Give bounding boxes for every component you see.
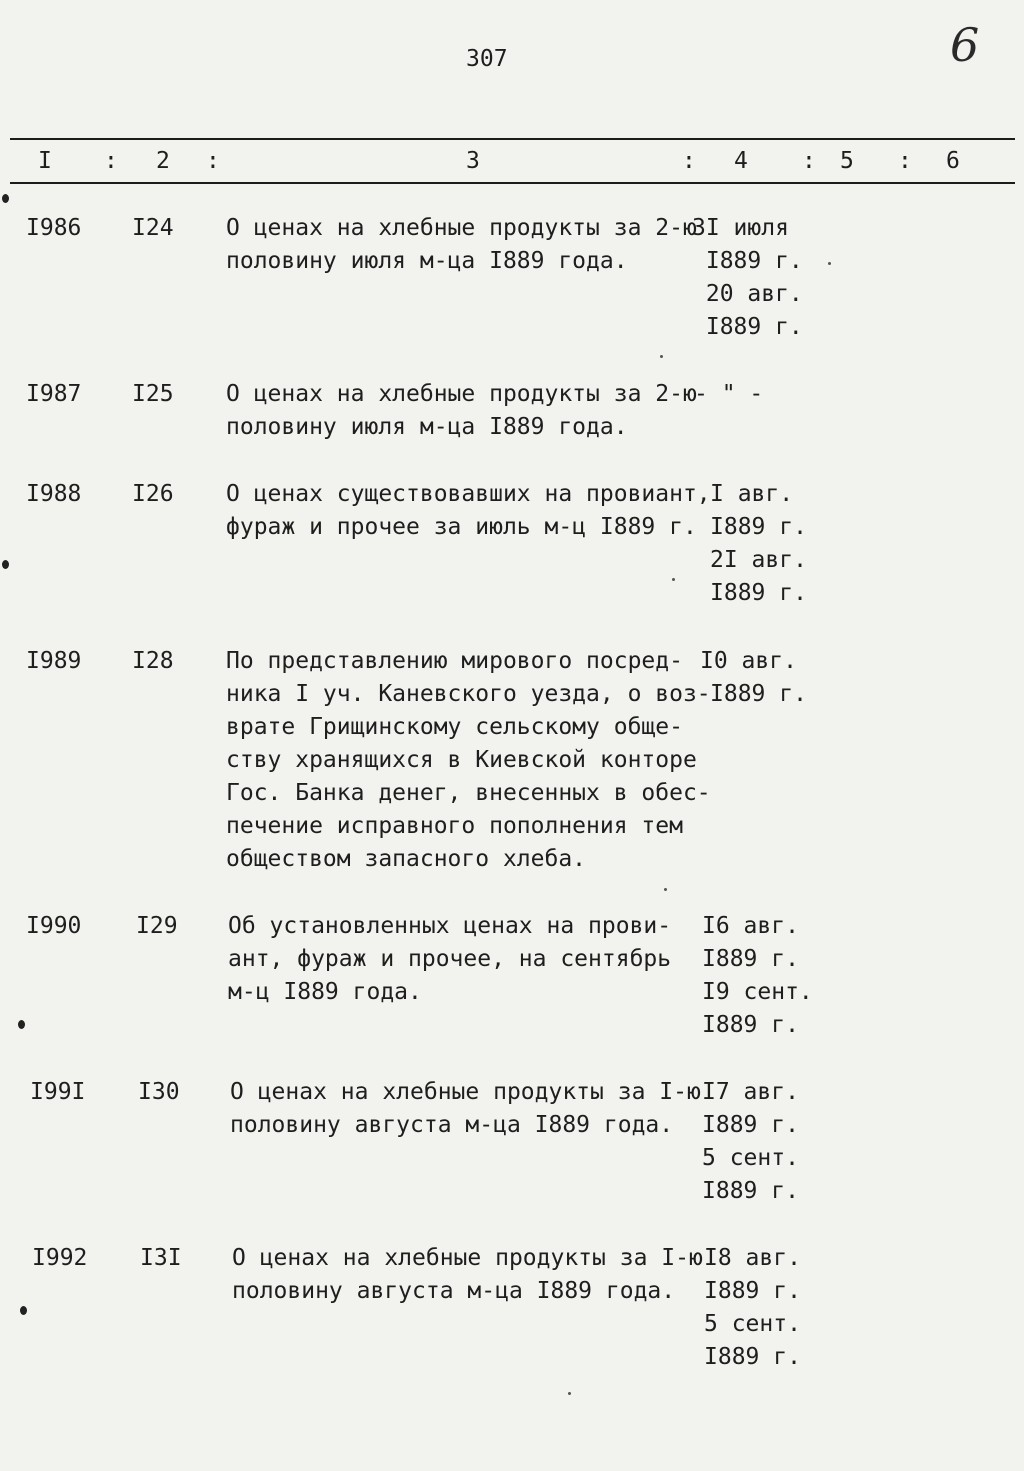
case-title-line: ству хранящихся в Киевской конторе (226, 747, 697, 773)
case-dates (702, 1076, 832, 1208)
date-line: I889 г. (702, 1178, 799, 1204)
speck (568, 1392, 571, 1395)
date-line: I889 г. (704, 1278, 801, 1304)
date-line: 20 авг. (692, 281, 803, 307)
column-header-4: 4 (734, 148, 748, 174)
case-title-line: половину августа м-ца I889 года. (232, 1278, 676, 1304)
case-dates (692, 212, 822, 344)
case-title-line: О ценах на хлебные продукты за I-ю (232, 1245, 703, 1271)
date-line: I6 авг. (702, 913, 799, 939)
case-title-line: м-ц I889 года. (228, 979, 422, 1005)
date-line: I7 авг. (702, 1079, 799, 1105)
date-line: I889 г. (702, 946, 799, 972)
case-title (226, 645, 711, 876)
date-line: 2I авг. (710, 547, 807, 573)
case-number: I989 (26, 648, 82, 674)
case-number: I990 (26, 913, 82, 939)
case-number: I992 (32, 1245, 88, 1271)
speck (660, 355, 663, 358)
sheet-number: I3I (140, 1245, 182, 1271)
case-title (230, 1076, 710, 1142)
case-title-line: Гос. Банка денег, внесенных в обес- (226, 780, 711, 806)
speck (664, 888, 667, 891)
date-line: I889 г. (710, 580, 807, 606)
date-line: I889 г. (702, 1112, 799, 1138)
binding-mark (18, 1020, 25, 1029)
sheet-number: I28 (132, 648, 174, 674)
date-line: I889 г. (702, 1012, 799, 1038)
case-title (228, 910, 708, 1009)
binding-mark (2, 560, 9, 569)
column-header-5: 5 (840, 148, 854, 174)
case-number: I986 (26, 215, 82, 241)
case-number: I988 (26, 481, 82, 507)
case-title-line: О ценах на хлебные продукты за 2-ю (226, 215, 697, 241)
binding-mark (20, 1306, 27, 1315)
case-title-line: О ценах существовавших на провиант, (226, 481, 711, 507)
case-title-line: ника I уч. Каневского уезда, о воз- (226, 681, 711, 707)
case-title-line: половину августа м-ца I889 года. (230, 1112, 674, 1138)
column-header-2: 2 (156, 148, 170, 174)
date-line: I889 г. (704, 1344, 801, 1370)
date-line: 5 сент. (704, 1311, 801, 1337)
sheet-number: I24 (132, 215, 174, 241)
case-number: I99I (30, 1079, 86, 1105)
case-title-line: ант, фураж и прочее, на сентябрь (228, 946, 672, 972)
date-line: I889 г. (710, 681, 807, 707)
column-separator: : (802, 148, 816, 174)
date-line: I8 авг. (704, 1245, 801, 1271)
date-line: I889 г. (710, 514, 807, 540)
date-line: I9 сент. (702, 979, 813, 1005)
case-dates (694, 378, 824, 411)
header-rule-bottom (10, 182, 1015, 184)
case-dates (702, 910, 832, 1042)
sheet-number: I26 (132, 481, 174, 507)
date-line: I889 г. (692, 314, 803, 340)
case-title (226, 212, 706, 278)
case-dates (704, 1242, 834, 1374)
column-header-3: 3 (466, 148, 480, 174)
page-number: 307 (466, 46, 508, 72)
column-separator: : (206, 148, 220, 174)
column-header-6: 6 (946, 148, 960, 174)
speck (672, 578, 675, 581)
case-title-line: По представлению мирового посред- (226, 648, 683, 674)
case-title (226, 478, 711, 544)
date-line: 3I июля (692, 215, 789, 241)
sheet-number: I25 (132, 381, 174, 407)
column-header-1: I (38, 148, 52, 174)
column-separator: : (104, 148, 118, 174)
case-title-line: О ценах на хлебные продукты за 2-ю (226, 381, 697, 407)
case-title-line: печение исправного пополнения тем (226, 813, 683, 839)
case-title-line: половину июля м-ца I889 года. (226, 248, 628, 274)
case-title-line: врате Грищинскому сельскому обще- (226, 714, 683, 740)
date-line: I авг. (710, 481, 794, 507)
case-number: I987 (26, 381, 82, 407)
case-dates (700, 645, 830, 711)
folio-number: 6 (950, 18, 980, 72)
case-title (232, 1242, 712, 1308)
case-title-line: фураж и прочее за июль м-ц I889 г. (226, 514, 697, 540)
case-title (226, 378, 706, 444)
speck (828, 262, 831, 265)
case-title-line: обществом запасного хлеба. (226, 846, 587, 872)
date-line: I889 г. (692, 248, 803, 274)
date-line: 5 сент. (702, 1145, 799, 1171)
case-title-line: Об установленных ценах на прови- (228, 913, 672, 939)
column-separator: : (682, 148, 696, 174)
header-rule-top (10, 138, 1015, 140)
case-dates (710, 478, 840, 610)
column-separator: : (898, 148, 912, 174)
case-title-line: О ценах на хлебные продукты за I-ю (230, 1079, 701, 1105)
date-line: - " - (694, 381, 764, 407)
sheet-number: I30 (138, 1079, 180, 1105)
binding-mark (2, 194, 9, 203)
case-title-line: половину июля м-ца I889 года. (226, 414, 628, 440)
sheet-number: I29 (136, 913, 178, 939)
date-line: I0 авг. (700, 648, 797, 674)
